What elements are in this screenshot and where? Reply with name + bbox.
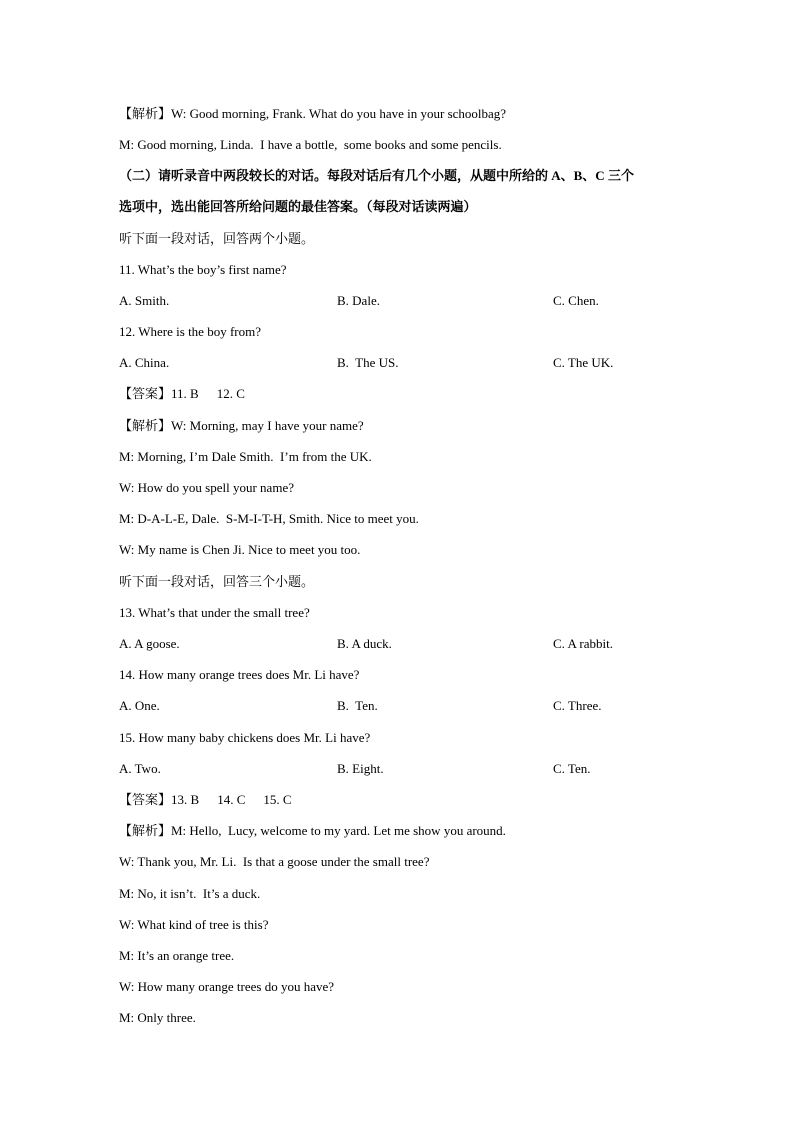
listening-instruction: 听下面一段对话，回答两个小题。 (119, 231, 315, 246)
q11-option-a: A. Smith. (119, 293, 170, 308)
dialogue-line: W: My name is Chen Ji. Nice to meet you too. (119, 542, 361, 557)
dialogue-line: M: No, it isn’t. It’s a duck. (119, 886, 261, 901)
listening-instruction: 听下面一段对话，回答三个小题。 (119, 574, 315, 589)
q14-option-c: C. Three. (553, 698, 602, 713)
q11-option-b: B. Dale. (337, 293, 380, 308)
q14-option-a: A. One. (119, 698, 160, 713)
dialogue-line: W: How do you spell your name? (119, 480, 294, 495)
dialogue-line: M: It’s an orange tree. (119, 948, 235, 963)
answer-label: 【答案】 (119, 792, 172, 807)
dialogue-line: W: Thank you, Mr. Li. Is that a goose under the small tree? (119, 854, 430, 869)
dialogue-line: M: D-A-L-E, Dale. S-M-I-T-H, Smith. Nice to meet you. (119, 511, 419, 526)
q12-option-a: A. China. (119, 355, 170, 370)
dialogue-line: W: How many orange trees do you have? (119, 979, 335, 994)
question-12: 12. Where is the boy from? (119, 324, 261, 339)
q12-option-b: B. The US. (337, 355, 399, 370)
q11-option-c: C. Chen. (553, 293, 599, 308)
q13-option-b: B. A duck. (337, 636, 392, 651)
dialogue-line: M: Morning, I’m Dale Smith. I’m from the UK. (119, 449, 372, 464)
section-instruction-line: 选项中，选出能回答所给问题的最佳答案。（每段对话读两遍） (119, 199, 477, 214)
q15-option-c: C. Ten. (553, 761, 591, 776)
question-11: 11. What’s the boy’s first name? (119, 262, 287, 277)
answer-line (119, 792, 292, 808)
analysis-line: 【解析】W: Morning, may I have your name? (119, 418, 364, 433)
dialogue-line: M: Good morning, Linda. I have a bottle, some books and some pencils. (119, 137, 502, 152)
answer-label: 【答案】 (119, 386, 172, 401)
answer-12: 12. C (216, 386, 245, 401)
answer-13: 13. B (171, 792, 200, 807)
answer-15: 15. C (263, 792, 292, 807)
q13-option-c: C. A rabbit. (553, 636, 613, 651)
question-14: 14. How many orange trees does Mr. Li have? (119, 667, 360, 682)
dialogue-line: W: What kind of tree is this? (119, 917, 269, 932)
question-13: 13. What’s that under the small tree? (119, 605, 310, 620)
answer-11: 11. B (171, 386, 199, 401)
answer-line (119, 386, 245, 402)
q12-option-c: C. The UK. (553, 355, 614, 370)
analysis-line: 【解析】W: Good morning, Frank. What do you have in your schoolbag? (119, 106, 507, 121)
dialogue-line: M: Only three. (119, 1010, 196, 1025)
q13-option-a: A. A goose. (119, 636, 180, 651)
section-instruction-line: （二）请听录音中两段较长的对话。每段对话后有几个小题，从题中所给的 A、B、C 三个 (119, 168, 634, 183)
q15-option-a: A. Two. (119, 761, 161, 776)
q14-option-b: B. Ten. (337, 698, 378, 713)
analysis-line: 【解析】M: Hello, Lucy, welcome to my yard. Let me show you around. (119, 823, 506, 838)
q15-option-b: B. Eight. (337, 761, 384, 776)
question-15: 15. How many baby chickens does Mr. Li have? (119, 730, 371, 745)
answer-14: 14. C (217, 792, 246, 807)
